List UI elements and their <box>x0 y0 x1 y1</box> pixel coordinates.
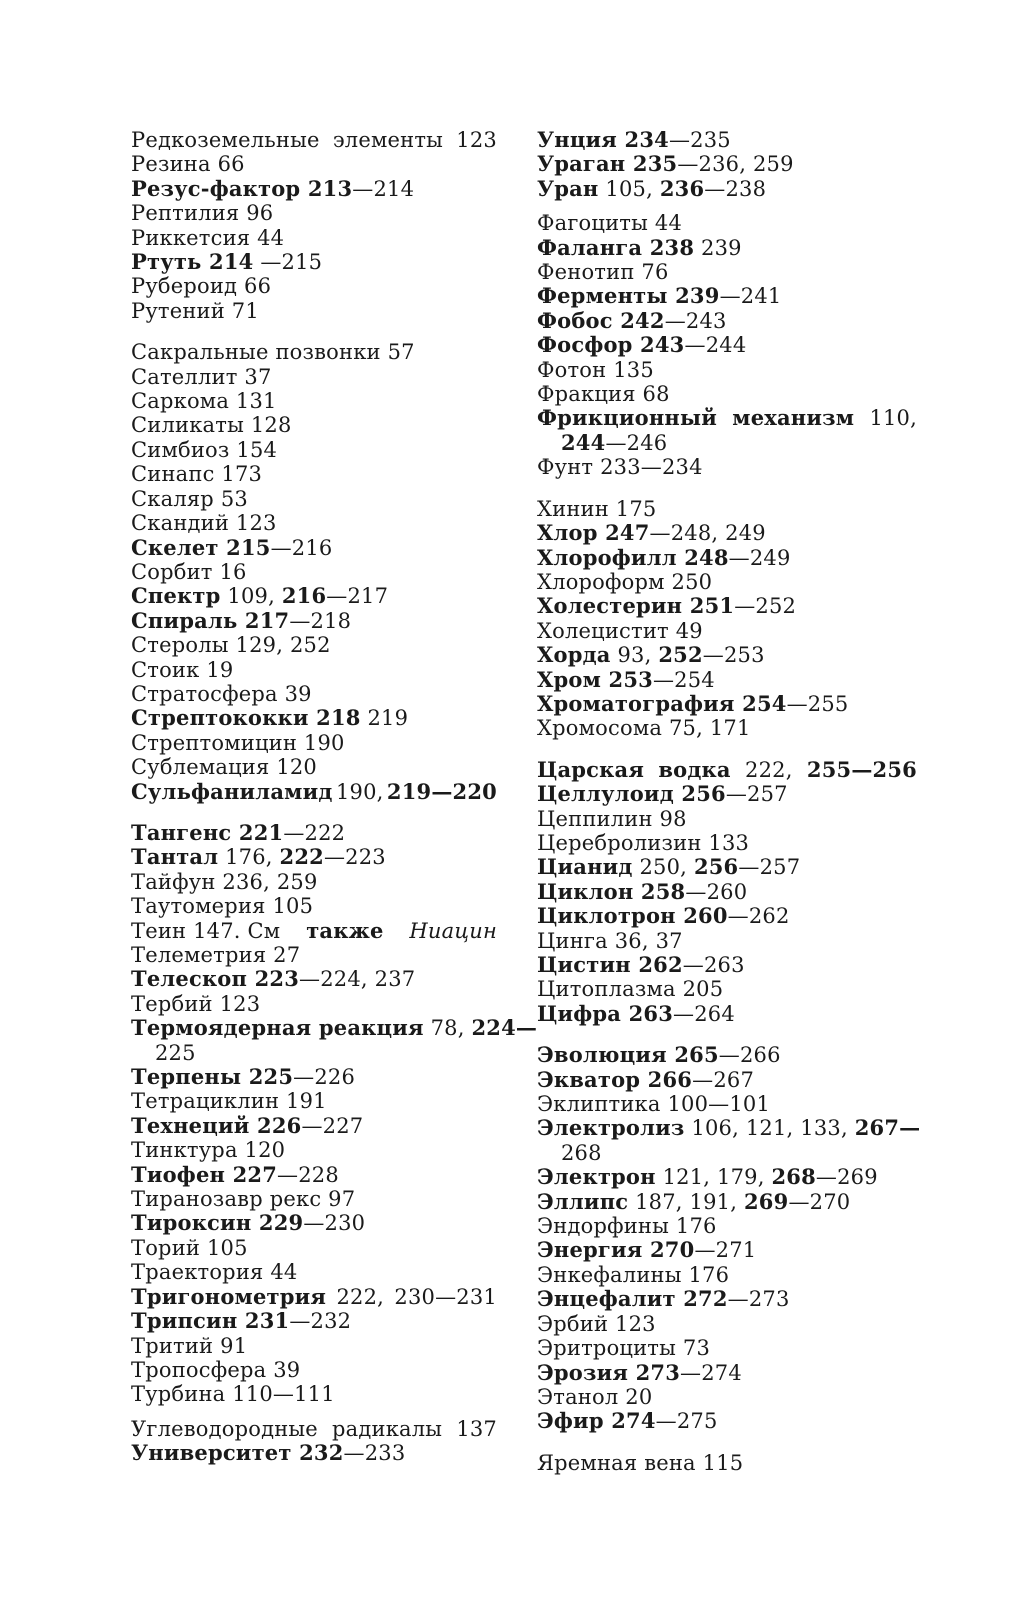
index-entry <box>131 1089 497 1113</box>
entry-term-bold: Скелет 215 <box>131 534 271 560</box>
index-entry <box>537 619 917 643</box>
entry-text: Траектория 44 <box>131 1260 298 1285</box>
entry-text: —264 <box>673 1001 735 1026</box>
entry-term-bold: Экватор 266 <box>537 1066 693 1092</box>
index-entry <box>131 1382 497 1406</box>
entry-text: —267 <box>692 1067 755 1092</box>
index-entry-continuation <box>537 431 917 455</box>
entry-text: Тербий 123 <box>131 991 261 1016</box>
index-entry <box>131 1065 497 1089</box>
entry-text: элементы <box>332 128 444 152</box>
index-entry <box>131 462 497 486</box>
entry-text: 230—231 <box>394 1284 497 1309</box>
index-entry <box>537 382 917 406</box>
entry-text: Тиранозавр рекс 97 <box>131 1187 356 1212</box>
entry-term-bold: Резус-фактор 213 <box>131 175 353 201</box>
entry-text: —243 <box>664 308 727 333</box>
index-entry <box>537 807 917 831</box>
entry-text: —216 <box>270 535 333 560</box>
entry-text: Эндорфины 176 <box>537 1214 717 1239</box>
index-entry <box>537 1165 917 1189</box>
entry-text: 250, <box>632 855 694 880</box>
entry-text: Стратосфера 39 <box>131 681 312 706</box>
index-entry <box>537 904 917 928</box>
entry-text: Сателлит 37 <box>131 364 272 389</box>
index-entry <box>537 260 917 284</box>
entry-term-bold: Царская <box>537 756 645 782</box>
index-entry <box>131 1015 538 1041</box>
index-entry <box>537 1361 917 1385</box>
entry-text: 219 <box>360 706 409 731</box>
entry-term-bold: Хроматография 254 <box>537 690 787 716</box>
entry-text: —275 <box>655 1409 718 1434</box>
entry-term-bold: 267— <box>854 1115 921 1141</box>
index-entry <box>131 1417 497 1441</box>
entry-term-bold: 255—256 <box>806 756 917 782</box>
entry-text: —215 <box>253 250 323 275</box>
index-entry <box>537 643 917 667</box>
entry-term-bold: Холестерин 251 <box>537 593 735 619</box>
index-entry <box>131 1187 497 1211</box>
entry-text: 93, <box>610 643 659 668</box>
entry-text: —214 <box>352 176 415 201</box>
entry-text: Скандий 123 <box>131 511 277 536</box>
entry-text: —217 <box>326 584 389 609</box>
entry-text: 268 <box>561 1140 602 1165</box>
entry-text: Стоик 19 <box>131 657 234 682</box>
index-entry <box>131 438 497 462</box>
entry-term-italic: Ниацин <box>409 918 497 943</box>
index-entry <box>131 992 497 1016</box>
index-entry <box>131 177 497 201</box>
entry-text: Фракция 68 <box>537 382 670 407</box>
entry-term-bold: Циклон 258 <box>537 878 686 904</box>
index-entry <box>131 1260 497 1284</box>
entry-term-bold: Стрептококки 218 <box>131 705 361 731</box>
index-entry <box>131 365 497 389</box>
entry-text: Рутений 71 <box>131 298 259 323</box>
entry-term-bold: Унция 234 <box>537 127 669 152</box>
entry-term-bold: Спираль 217 <box>131 607 290 633</box>
entry-text: Тинктура 120 <box>131 1138 286 1163</box>
index-entry <box>131 389 497 413</box>
index-entry <box>537 668 917 692</box>
entry-term-bold: Терпены 225 <box>131 1064 294 1090</box>
index-entry <box>537 1385 917 1409</box>
index-entry <box>537 1287 917 1311</box>
entry-text: Резина 66 <box>131 152 245 177</box>
entry-text: —248, 249 <box>649 521 766 546</box>
index-entry <box>537 1092 917 1116</box>
index-entry <box>537 406 917 430</box>
entry-text: Турбина 110—111 <box>131 1382 335 1407</box>
entry-text: Хинин 175 <box>537 496 657 521</box>
index-entry <box>537 929 917 953</box>
entry-text: 121, 179, <box>655 1165 772 1190</box>
index-entry <box>537 570 917 594</box>
index-column-left <box>131 128 538 1466</box>
entry-text: Саркома 131 <box>131 389 277 414</box>
entry-text: Силикаты 128 <box>131 413 292 438</box>
entry-text: 123 <box>456 128 497 152</box>
entry-text: —266 <box>718 1043 781 1068</box>
entry-text: Редкоземельные <box>131 128 320 152</box>
entry-text: Энкефалины 176 <box>537 1262 730 1287</box>
entry-text: 187, 191, <box>628 1189 744 1214</box>
index-entry <box>131 609 497 633</box>
entry-term-bold: 244 <box>561 429 606 455</box>
index-entry <box>131 560 497 584</box>
entry-term-bold: 222 <box>279 844 324 870</box>
entry-term-bold: механизм <box>732 405 855 431</box>
entry-term-bold: Хорда <box>537 642 611 668</box>
entry-text: Эритроциты 73 <box>537 1336 711 1361</box>
index-entry <box>131 633 497 657</box>
entry-term-bold: Эллипс <box>537 1188 629 1214</box>
index-entry <box>537 758 917 782</box>
entry-text: 176, <box>218 845 280 870</box>
entry-text: Симбиоз 154 <box>131 437 278 462</box>
index-entry <box>131 1211 497 1235</box>
entry-text: Сорбит 16 <box>131 559 247 584</box>
entry-text: Торий 105 <box>131 1235 248 1260</box>
entry-text: Риккетсия 44 <box>131 225 285 250</box>
entry-term-bold: Уран <box>537 175 599 201</box>
entry-term-bold: 252 <box>658 642 703 668</box>
entry-text: Теин 147. См <box>131 918 281 943</box>
entry-text: —252 <box>734 594 797 619</box>
entry-term-bold: Тантал <box>131 844 219 870</box>
entry-term-bold: Фрикционный <box>537 405 718 431</box>
section-gap <box>537 480 917 497</box>
entry-term-bold: Энергия 270 <box>537 1237 695 1263</box>
entry-term-bold: Целлулоид 256 <box>537 781 726 807</box>
entry-text: —262 <box>727 904 790 929</box>
entry-term-bold: 219—220 <box>386 778 497 804</box>
entry-text: 222, <box>336 1284 385 1309</box>
index-entry <box>537 211 917 235</box>
entry-text: —224, 237 <box>299 967 416 992</box>
entry-text: —257 <box>738 855 801 880</box>
index-entry <box>537 521 917 545</box>
entry-term-bold: Хром 253 <box>537 666 653 692</box>
section-gap <box>537 1026 917 1043</box>
section-gap <box>537 741 917 758</box>
section-gap <box>537 1434 917 1451</box>
entry-text: Яремная вена 115 <box>537 1450 744 1475</box>
entry-text: —257 <box>725 782 788 807</box>
entry-text: Этанол 20 <box>537 1384 653 1409</box>
entry-term-bold: Электрон <box>537 1164 656 1190</box>
index-entry <box>537 177 917 201</box>
index-column-right <box>537 127 921 1475</box>
index-entry <box>537 1115 921 1141</box>
entry-term-bold: Электролиз <box>537 1115 685 1141</box>
entry-text: —260 <box>685 879 748 904</box>
entry-term-bold: Циклотрон 260 <box>537 903 728 929</box>
index-entry <box>537 152 917 176</box>
index-entry <box>131 821 497 845</box>
entry-text: —227 <box>301 1113 364 1138</box>
entry-text: Эрбий 123 <box>537 1311 656 1336</box>
entry-text: 109, <box>220 584 282 609</box>
index-entry <box>131 413 497 437</box>
index-entry <box>537 977 917 1001</box>
entry-term-bold: Сульфаниламид <box>131 778 333 804</box>
index-entry <box>537 953 917 977</box>
entry-term-bold: Эрозия 273 <box>537 1359 681 1385</box>
index-entry <box>131 201 497 225</box>
index-entry <box>537 880 917 904</box>
entry-term-bold: Ферменты 239 <box>537 283 720 309</box>
entry-term-bold: 224— <box>471 1015 538 1041</box>
index-entry <box>131 340 497 364</box>
entry-term-bold: 269 <box>744 1188 789 1214</box>
entry-term-bold: 216 <box>281 583 327 609</box>
entry-text: 137 <box>456 1416 497 1441</box>
entry-text: —228 <box>277 1162 339 1187</box>
index-entry <box>131 755 497 779</box>
entry-term-bold: Тригонометрия <box>131 1283 327 1309</box>
entry-term-bold: Фаланга 238 <box>537 234 695 260</box>
index-entry <box>131 274 497 298</box>
entry-term-bold: Тиофен 227 <box>131 1161 278 1187</box>
index-entry <box>131 894 497 918</box>
index-entry <box>131 870 497 894</box>
index-entry <box>537 497 917 521</box>
entry-text: —230 <box>303 1211 366 1236</box>
entry-term-bold: Хлор 247 <box>537 520 650 546</box>
index-entry <box>537 594 917 618</box>
entry-term-bold: Энцефалит 272 <box>537 1286 728 1312</box>
entry-text: —246 <box>605 430 668 455</box>
index-entry <box>537 333 917 357</box>
index-entry <box>131 1236 497 1260</box>
entry-term-bold: Хлорофилл 248 <box>537 544 729 570</box>
entry-term-bold: также <box>306 917 384 943</box>
index-entry <box>537 1263 917 1287</box>
entry-term-bold: Фосфор 243 <box>537 332 685 358</box>
entry-term-bold: Тироксин 229 <box>131 1210 304 1236</box>
entry-term-bold: 236 <box>659 175 705 201</box>
entry-text: Рубероид 66 <box>131 274 272 299</box>
index-entry <box>537 1214 917 1238</box>
entry-text: Тропосфера 39 <box>131 1357 301 1382</box>
section-gap <box>537 201 917 211</box>
entry-text: —244 <box>684 333 747 358</box>
index-entry <box>537 1002 917 1026</box>
index-entry <box>537 455 917 479</box>
entry-text: радикалы <box>332 1416 443 1441</box>
entry-text: —255 <box>786 691 849 716</box>
entry-text: 110, <box>869 406 917 431</box>
index-entry <box>131 658 497 682</box>
entry-text: Холецистит 49 <box>537 618 703 643</box>
entry-text: Тритий 91 <box>131 1333 248 1358</box>
entry-text: —218 <box>289 608 352 633</box>
index-entry <box>131 919 497 943</box>
index-entry <box>537 1312 917 1336</box>
entry-term-bold: 256 <box>693 854 739 880</box>
index-entry <box>131 584 497 608</box>
index-entry <box>131 1114 497 1138</box>
entry-term-bold: Эволюция 265 <box>537 1042 719 1068</box>
entry-term-bold: Ураган 235 <box>537 151 678 177</box>
index-entry <box>131 1163 497 1187</box>
entry-term-bold: водка <box>658 756 731 782</box>
entry-term-bold: Цианид <box>537 854 633 880</box>
index-entry <box>131 682 497 706</box>
index-entry <box>131 1441 497 1465</box>
index-entry <box>537 128 917 152</box>
entry-text: Телеметрия 27 <box>131 943 301 967</box>
entry-text: —254 <box>652 667 715 692</box>
index-entry <box>131 226 497 250</box>
index-entry <box>537 692 917 716</box>
entry-term-bold: Ртуть 214 <box>131 249 254 275</box>
entry-text: —271 <box>694 1238 757 1263</box>
index-entry <box>131 780 497 804</box>
entry-term-bold: Термоядерная реакция <box>131 1015 424 1041</box>
entry-text: —223 <box>323 845 386 870</box>
section-gap <box>131 804 497 821</box>
index-entry <box>537 831 917 855</box>
index-entry <box>131 845 497 869</box>
entry-text: —274 <box>680 1360 742 1385</box>
index-entry <box>131 943 497 967</box>
entry-term-bold: Технеций 226 <box>131 1112 302 1138</box>
entry-text: Синапс 173 <box>131 462 263 487</box>
index-entry <box>537 1190 917 1214</box>
entry-text: 239 <box>694 235 742 260</box>
entry-text: —253 <box>702 643 765 668</box>
index-entry <box>131 152 497 176</box>
index-entry <box>537 855 917 879</box>
entry-term-bold: Цистин 262 <box>537 952 683 977</box>
entry-term-bold: Университет 232 <box>131 1440 344 1466</box>
entry-term-bold: Цифра 263 <box>537 1000 674 1026</box>
section-gap <box>131 323 497 340</box>
entry-text: Цитоплазма 205 <box>537 977 724 1002</box>
entry-text: Стеролы 129, 252 <box>131 633 331 658</box>
index-entry <box>537 1043 917 1067</box>
index-entry <box>131 967 497 991</box>
index-entry <box>131 1285 497 1309</box>
index-entry <box>131 1334 497 1358</box>
index-entry <box>131 250 497 274</box>
entry-text: Цеппилин 98 <box>537 806 687 831</box>
index-entry <box>131 1138 497 1162</box>
entry-text: —273 <box>727 1287 790 1312</box>
index-entry <box>131 299 497 323</box>
entry-text: Фагоциты 44 <box>537 211 683 236</box>
entry-text: Углеводородные <box>131 1416 318 1441</box>
index-entry <box>537 716 917 740</box>
entry-text: —249 <box>728 545 791 570</box>
entry-text: Фотон 135 <box>537 357 654 382</box>
entry-text: 222, <box>745 757 793 782</box>
index-entry <box>131 536 497 560</box>
entry-term-bold: Тангенс 221 <box>131 819 284 845</box>
entry-text: Фунт 233—234 <box>537 455 703 480</box>
index-entry <box>537 236 917 260</box>
entry-text: —238 <box>704 176 767 201</box>
index-entry <box>537 1068 917 1092</box>
entry-text: 78, <box>423 1016 472 1041</box>
index-entry <box>131 731 497 755</box>
index-entry <box>131 1358 497 1382</box>
entry-text: Сублемация 120 <box>131 755 317 780</box>
entry-text: —222 <box>283 820 346 845</box>
entry-text: 105, <box>598 176 660 201</box>
entry-text: Хромосома 75, 171 <box>537 716 751 741</box>
entry-text: —235 <box>668 128 731 152</box>
index-entry <box>131 511 497 535</box>
entry-term-bold: Фобос 242 <box>537 307 665 333</box>
index-entry <box>537 546 917 570</box>
index-entry <box>537 1451 917 1475</box>
index-entry <box>537 782 917 806</box>
index-entry-continuation <box>131 1041 497 1065</box>
entry-text: Рептилия 96 <box>131 201 274 226</box>
entry-text: 106, 121, 133, <box>684 1116 855 1141</box>
entry-text: Эклиптика 100—101 <box>537 1092 771 1117</box>
entry-text: Скаляр 53 <box>131 486 248 511</box>
entry-text: —233 <box>343 1441 406 1466</box>
entry-term-bold: Эфир 274 <box>537 1408 656 1434</box>
index-entry <box>537 1336 917 1360</box>
index-entry <box>537 309 917 333</box>
entry-text: —236, 259 <box>677 152 794 177</box>
section-gap <box>131 1407 497 1417</box>
entry-text: Сакральные позвонки 57 <box>131 340 415 365</box>
index-entry <box>131 487 497 511</box>
index-entry <box>131 706 497 730</box>
entry-text: —263 <box>682 953 745 977</box>
entry-term-bold: 268 <box>771 1164 816 1190</box>
index-entry <box>537 358 917 382</box>
entry-term-bold: Спектр <box>131 583 221 609</box>
entry-text: Тетрациклин 191 <box>131 1089 327 1114</box>
index-entry <box>537 1238 917 1262</box>
entry-text: Тайфун 236, 259 <box>131 869 318 894</box>
entry-text: Церебролизин 133 <box>537 830 750 855</box>
entry-text: —269 <box>815 1165 878 1190</box>
index-entry <box>131 128 497 152</box>
entry-text: —270 <box>788 1189 851 1214</box>
entry-term-bold: Трипсин 231 <box>131 1308 290 1334</box>
entry-text: Цинга 36, 37 <box>537 928 683 953</box>
entry-text: 190, <box>335 779 384 804</box>
index-entry <box>537 1409 917 1433</box>
index-entry <box>537 284 917 308</box>
entry-text: —226 <box>293 1065 356 1090</box>
entry-text: —232 <box>289 1309 352 1334</box>
entry-text: —241 <box>719 284 782 309</box>
index-entry-continuation <box>537 1141 917 1165</box>
entry-text: Фенотип 76 <box>537 260 669 285</box>
entry-text: Стрептомицин 190 <box>131 730 345 755</box>
entry-text: Хлороформ 250 <box>537 569 713 594</box>
entry-text: 225 <box>155 1040 196 1065</box>
index-entry <box>131 1309 497 1333</box>
entry-text: Таутомерия 105 <box>131 894 314 919</box>
entry-term-bold: Телескоп 223 <box>131 966 300 992</box>
